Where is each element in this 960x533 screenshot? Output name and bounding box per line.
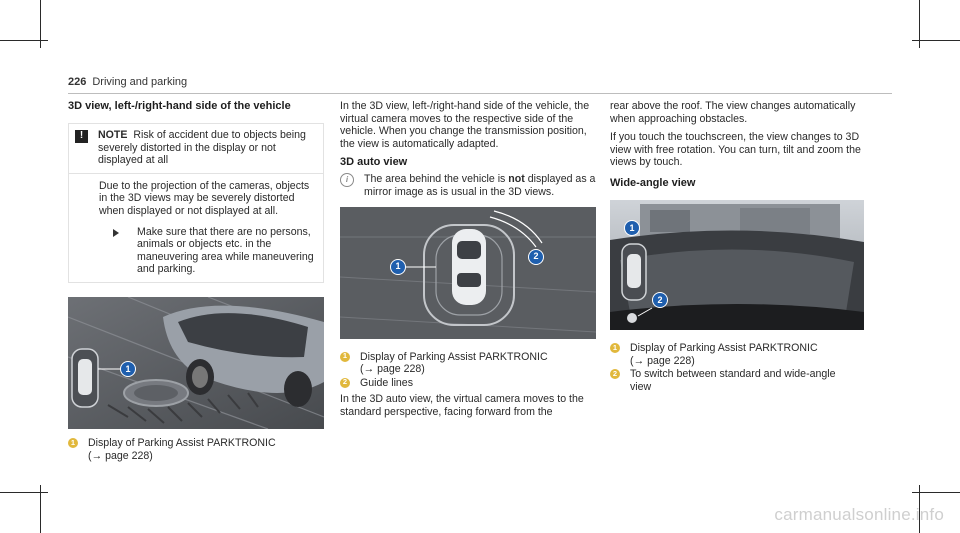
legend-number: 1 (340, 352, 350, 362)
legend-number: 2 (610, 369, 620, 379)
column-right (610, 100, 866, 394)
figure-callout: 2 (528, 249, 544, 265)
legend-text: Display of Parking Assist PARKTRONIC (630, 341, 818, 354)
triangle-bullet-icon (113, 229, 125, 237)
legend-text: Guide lines (360, 376, 413, 389)
figure-legend (610, 342, 866, 393)
wide-angle-illustration (610, 200, 864, 330)
section-heading: 3D auto view (340, 156, 408, 169)
column-left (68, 100, 324, 463)
legend-number: 1 (68, 438, 78, 448)
note-text: Risk of accident due to objects being severely distorted in the display or not displayed at all (98, 129, 306, 167)
note-box (68, 123, 324, 283)
page-reference-link[interactable]: (→ page 228) (630, 354, 695, 367)
crop-mark (912, 40, 960, 41)
legend-item (610, 342, 866, 367)
info-icon: i (340, 173, 354, 187)
header-divider (68, 93, 892, 94)
page-header (68, 76, 187, 88)
legend-item (340, 351, 596, 376)
side-view-illustration (68, 297, 324, 429)
column-middle (340, 100, 596, 425)
crop-mark (0, 492, 48, 493)
section-heading: 3D view, left-/right-hand side of the vehicle (68, 100, 291, 112)
legend-item (68, 437, 324, 462)
note-body (69, 174, 323, 282)
figure-3d-auto-view (340, 207, 596, 339)
legend-text: Display of Parking Assist PARKTRONIC (360, 350, 548, 363)
legend-number: 2 (340, 378, 350, 388)
figure-callout: 1 (390, 259, 406, 275)
note-label: NOTE (98, 129, 128, 141)
info-note (340, 173, 596, 198)
paragraph: In the 3D auto view, the virtual camera moves to the standard perspective, facing forward from the (340, 393, 584, 418)
crop-mark (0, 40, 48, 41)
paragraph: In the 3D view, left-/right-hand side of the vehicle, the virtual camera moves to the respective side of the vehicle. When you change the transmission position, the view is automatically adapted. (340, 100, 590, 150)
section-title: Driving and parking (92, 76, 188, 88)
figure-legend (68, 437, 324, 462)
note-action-text: Make sure that there are no persons, animals or objects etc. in the maneuvering area while maneuvering and parking. (137, 225, 314, 276)
note-paragraph: Due to the projection of the cameras, objects in the 3D views may be severely distorted when displayed or not displayed at all. (99, 179, 310, 217)
info-note-text: The area behind the vehicle is not displayed as a mirror image as is usual in the 3D views. (364, 173, 596, 198)
legend-item (610, 368, 866, 393)
note-header (69, 124, 323, 174)
legend-text: Display of Parking Assist PARKTRONIC (88, 436, 276, 449)
auto-view-illustration (340, 207, 596, 339)
figure-callout: 1 (120, 361, 136, 377)
warning-icon: ! (75, 130, 88, 143)
legend-text: To switch between standard and wide-angle (630, 368, 836, 381)
figure-callout: 2 (652, 292, 668, 308)
paragraph: rear above the roof. The view changes automatically when approaching obstacles. (610, 100, 856, 125)
page-reference-link[interactable]: (→ page 228) (360, 363, 425, 376)
legend-number: 1 (610, 343, 620, 353)
note-summary (98, 129, 317, 167)
figure-wide-angle-view (610, 200, 864, 330)
page-reference-link[interactable]: (→ page 228) (88, 449, 153, 462)
figure-legend (340, 351, 596, 390)
legend-item (340, 377, 596, 390)
paragraph: If you touch the touchscreen, the view changes to 3D view with free rotation. You can turn, tilt and zoom the views by touch. (610, 131, 861, 169)
figure-3d-side-view (68, 297, 324, 429)
watermark: carmanualsonline.info (774, 505, 944, 524)
legend-text: view (630, 380, 652, 393)
note-action (113, 226, 315, 276)
section-heading: Wide-angle view (610, 176, 696, 189)
figure-callout: 1 (624, 220, 640, 236)
page-number: 226 (68, 76, 87, 88)
crop-mark (912, 492, 960, 493)
